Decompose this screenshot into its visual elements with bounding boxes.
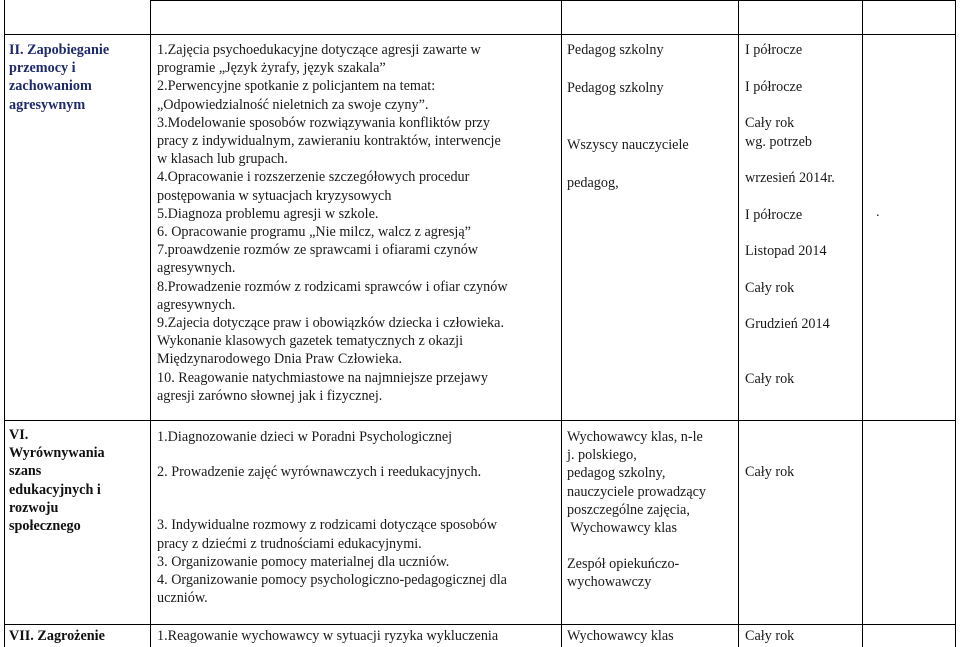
responsible-cell: Pedagog szkolny Pedagog szkolny Wszyscy nauczyciele pedagog, [567, 42, 689, 191]
list-item: postępowania w sytuacjach kryzysowych [157, 187, 392, 204]
task-list [157, 41, 508, 405]
section-label: VI. Wyrównywania szans edukacyjnych i rozwoju społecznego [9, 427, 105, 535]
list-item: 3. Indywidualne rozmowy z rodzicami dotyczące sposobów [157, 517, 498, 534]
table-border [4, 0, 5, 647]
table-border [4, 420, 956, 421]
term-cell: I półrocze I półrocze Cały rok wg. potrzeb wrzesień 2014r. I półrocze Listopad 2014 Cały rok Grudzień 2014 Cały rok [745, 42, 835, 387]
task-list [157, 428, 507, 607]
list-item: agresywnych. [157, 260, 236, 277]
list-item: 6. Opracowanie programu „Nie milcz, walcz z agresją” [157, 224, 471, 241]
list-item: 3.Modelowanie sposobów rozwiązywania konfliktów przy [157, 114, 490, 131]
note-mark: . [876, 205, 880, 220]
list-item: 4. Organizowanie pomocy psychologiczno-pedagogicznej dla [157, 572, 507, 589]
list-item: 3. Organizowanie pomocy materialnej dla uczniów. [157, 553, 450, 570]
list-item: 4.Opracowanie i rozszerzenie szczegółowych procedur [157, 169, 470, 186]
list-item: 9.Zajecia dotyczące praw i obowiązków dziecka i człowieka. [157, 315, 505, 332]
list-item: Wykonanie klasowych gazetek tematycznych z okazji [157, 333, 464, 350]
list-item: 7.proawdzenie rozmów ze sprawcami i ofiarami czynów [157, 242, 479, 259]
list-item: 10. Reagowanie natychmiastowe na najmniejsze przejawy [157, 369, 488, 386]
list-item: 1.Diagnozowanie dzieci w Poradni Psychologicznej [157, 429, 453, 445]
list-item: agresywnych. [157, 296, 236, 313]
table-border [955, 0, 956, 647]
table-border [4, 34, 956, 35]
list-item: 8.Prowadzenie rozmów z rodzicami sprawców i ofiar czynów [157, 278, 508, 295]
table-border [4, 624, 956, 625]
list-item: w klasach lub grupach. [157, 151, 288, 168]
list-item: pracy z dziećmi z trudnościami edukacyjnymi. [157, 535, 422, 552]
list-item: 1.Reagowanie wychowawcy w sytuacji ryzyka wykluczenia [157, 628, 499, 644]
list-item: 1.Zajęcia psychoedukacyjne dotyczące agresji zawarte w [157, 42, 481, 58]
task-list [157, 627, 498, 645]
table-border [862, 0, 863, 647]
section-label: VII. Zagrożenie [9, 628, 105, 644]
term-cell: Cały rok [745, 464, 795, 480]
responsible-cell: Wychowawcy klas, n-le j. polskiego, pedagog szkolny, nauczyciele prowadzący poszczególne zajęcia, Wychowawcy klas Zespół opiekuńczo- wychowawczy [567, 429, 707, 591]
table-border [561, 0, 562, 647]
section-label: II. Zapobieganie przemocy i zachowaniom agresywnym [9, 42, 110, 113]
list-item: 2. Prowadzenie zajęć wyrównawczych i reedukacyjnych. [157, 464, 482, 481]
table-border [150, 0, 151, 647]
list-item: pracy z indywidualnym, zawieraniu kontraktów, interwencje [157, 133, 501, 150]
list-item: „Odpowiedzialność nieletnich za swoje czyny”. [157, 96, 429, 113]
list-item: programie „Język żyrafy, język szakala” [157, 60, 386, 77]
responsible-cell: Wychowawcy klas [567, 628, 674, 644]
list-item: 2.Perwencyjne spotkanie z policjantem na temat: [157, 78, 436, 95]
list-item: Międzynarodowego Dnia Praw Człowieka. [157, 351, 403, 368]
list-item: agresji zarówno słownej jak i fizycznej. [157, 387, 383, 404]
list-item: 5.Diagnoza problemu agresji w szkole. [157, 205, 379, 222]
table-border [150, 0, 956, 1]
term-cell: Cały rok [745, 628, 795, 644]
table-border [738, 0, 739, 647]
list-item: uczniów. [157, 590, 208, 607]
